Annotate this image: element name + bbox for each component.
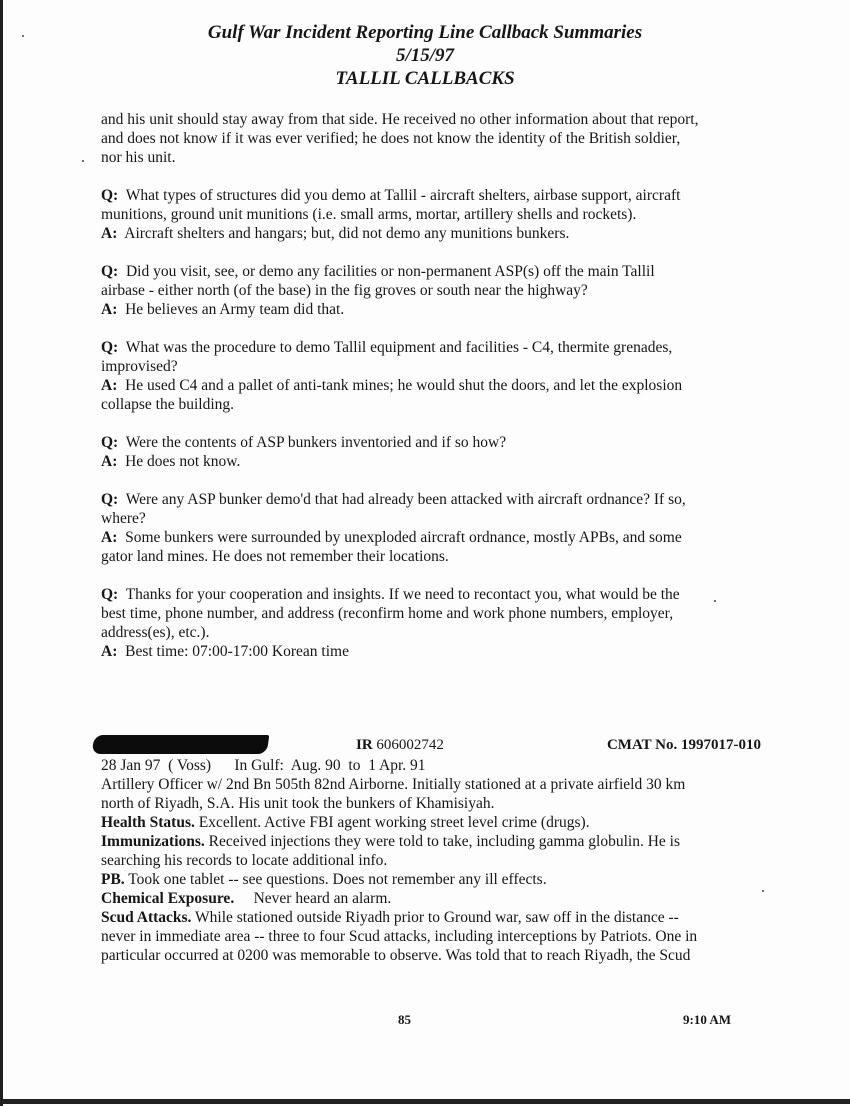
question-label: Q:	[101, 434, 119, 451]
qa-block-5	[101, 490, 761, 566]
question-text: where?	[101, 510, 146, 527]
text-line: and his unit should stay away from that side. He received no other information about that report,	[101, 111, 699, 128]
scan-left-edge	[0, 0, 3, 1106]
cmat-label: CMAT No.	[606, 737, 678, 753]
question-text: address(es), etc.).	[101, 624, 210, 641]
record-line: north of Riyadh, S.A. His unit took the bunkers of Khamisiyah.	[101, 795, 495, 812]
question-text: Did you visit, see, or demo any facilities or non-permanent ASP(s) off the main Tallil	[125, 263, 655, 280]
scan-bottom-edge	[0, 1099, 850, 1104]
question-text: munitions, ground unit munitions (i.e. small arms, mortar, artillery shells and rockets).	[101, 206, 637, 223]
scan-speck	[82, 160, 84, 162]
record-line: Chemical Exposure. Never heard an alarm.	[101, 890, 392, 907]
footer-time: 9:10 AM	[683, 1012, 732, 1027]
answer-text: He does not know.	[125, 453, 241, 470]
record-line: 28 Jan 97 ( Voss) In Gulf: Aug. 90 to 1 Apr. 91	[101, 757, 426, 774]
text-line: and does not know if it was ever verified; he does not know the identity of the British soldier,	[101, 130, 681, 147]
ir-value: 606002742	[376, 737, 444, 753]
qa-block-3	[101, 338, 761, 414]
cmat-number	[607, 736, 761, 755]
scan-speck	[762, 890, 764, 892]
continued-paragraph	[101, 110, 761, 167]
qa-block-1	[101, 186, 761, 243]
record-line: PB. Took one tablet -- see questions. Does not remember any ill effects.	[101, 871, 547, 888]
record-heading: Chemical Exposure.	[101, 890, 235, 907]
record-line: searching his records to locate additional info.	[101, 852, 388, 869]
answer-text: Some bunkers were surrounded by unexploded aircraft ordnance, mostly APBs, and some	[125, 529, 682, 546]
answer-text: gator land mines. He does not remember their locations.	[101, 548, 449, 565]
answer-label: A:	[101, 377, 118, 394]
text-line: nor his unit.	[101, 149, 176, 166]
answer-label: A:	[101, 225, 118, 242]
qa-block-6	[101, 585, 761, 661]
record-heading: Scud Attacks.	[101, 909, 192, 926]
record-heading: PB.	[101, 871, 125, 888]
question-text: What was the procedure to demo Tallil equipment and facilities - C4, thermite grenades,	[125, 339, 673, 356]
answer-text: collapse the building.	[101, 396, 235, 413]
record-header	[101, 735, 761, 756]
record-heading: Immunizations.	[101, 833, 205, 850]
question-label: Q:	[101, 187, 119, 204]
record-heading: Health Status.	[101, 814, 195, 831]
document-body	[101, 110, 761, 661]
answer-text: He used C4 and a pallet of anti-tank mines; he would shut the doors, and let the explosion	[125, 377, 683, 394]
record-line: particular occurred at 0200 was memorable to observe. Was told that to reach Riyadh, the Scud	[101, 947, 691, 964]
question-label: Q:	[101, 339, 119, 356]
page-number: 85	[398, 1012, 411, 1027]
record-line: Artillery Officer w/ 2nd Bn 505th 82nd Airborne. Initially stationed at a private airfield 30 km	[101, 776, 686, 793]
question-text: airbase - either north (of the base) in the fig groves or south near the highway?	[101, 282, 588, 299]
incident-record	[101, 735, 761, 965]
question-text: improvised?	[101, 358, 178, 375]
answer-text: He believes an Army team did that.	[125, 301, 345, 318]
record-line: never in immediate area -- three to four Scud attacks, including interceptions by Patriots. One in	[101, 928, 698, 945]
answer-label: A:	[101, 529, 118, 546]
record-line: Immunizations. Received injections they were told to take, including gamma globulin. He is	[101, 833, 680, 850]
question-label: Q:	[101, 586, 119, 603]
question-text: Thanks for your cooperation and insights. If we need to recontact you, what would be the	[125, 586, 680, 603]
ir-number	[356, 736, 444, 755]
answer-label: A:	[101, 453, 118, 470]
redacted-name	[92, 735, 270, 754]
header-title: Gulf War Incident Reporting Line Callback Summaries	[207, 22, 643, 43]
qa-block-2	[101, 262, 761, 319]
question-text: Were any ASP bunker demo'd that had already been attacked with aircraft ordnance? If so,	[125, 491, 686, 508]
answer-label: A:	[101, 301, 118, 318]
answer-label: A:	[101, 643, 118, 660]
ir-label: IR	[356, 737, 373, 753]
record-line: Health Status. Excellent. Active FBI agent working street level crime (drugs).	[101, 814, 590, 831]
question-label: Q:	[101, 263, 119, 280]
answer-text: Aircraft shelters and hangars; but, did not demo any munitions bunkers.	[124, 225, 570, 242]
qa-block-4	[101, 433, 761, 471]
question-text: What types of structures did you demo at Tallil - aircraft shelters, airbase support, aircraft	[125, 187, 681, 204]
header-section: TALLIL CALLBACKS	[335, 68, 515, 89]
record-line: Scud Attacks. While stationed outside Riyadh prior to Ground war, saw off in the distance --	[101, 909, 679, 926]
cmat-value: 1997017-010	[681, 737, 761, 753]
question-text: Were the contents of ASP bunkers inventoried and if so how?	[125, 434, 507, 451]
answer-text: Best time: 07:00-17:00 Korean time	[125, 643, 349, 660]
question-label: Q:	[101, 491, 119, 508]
header-date: 5/15/97	[395, 45, 455, 66]
question-text: best time, phone number, and address (reconfirm home and work phone numbers, employer,	[101, 605, 674, 622]
